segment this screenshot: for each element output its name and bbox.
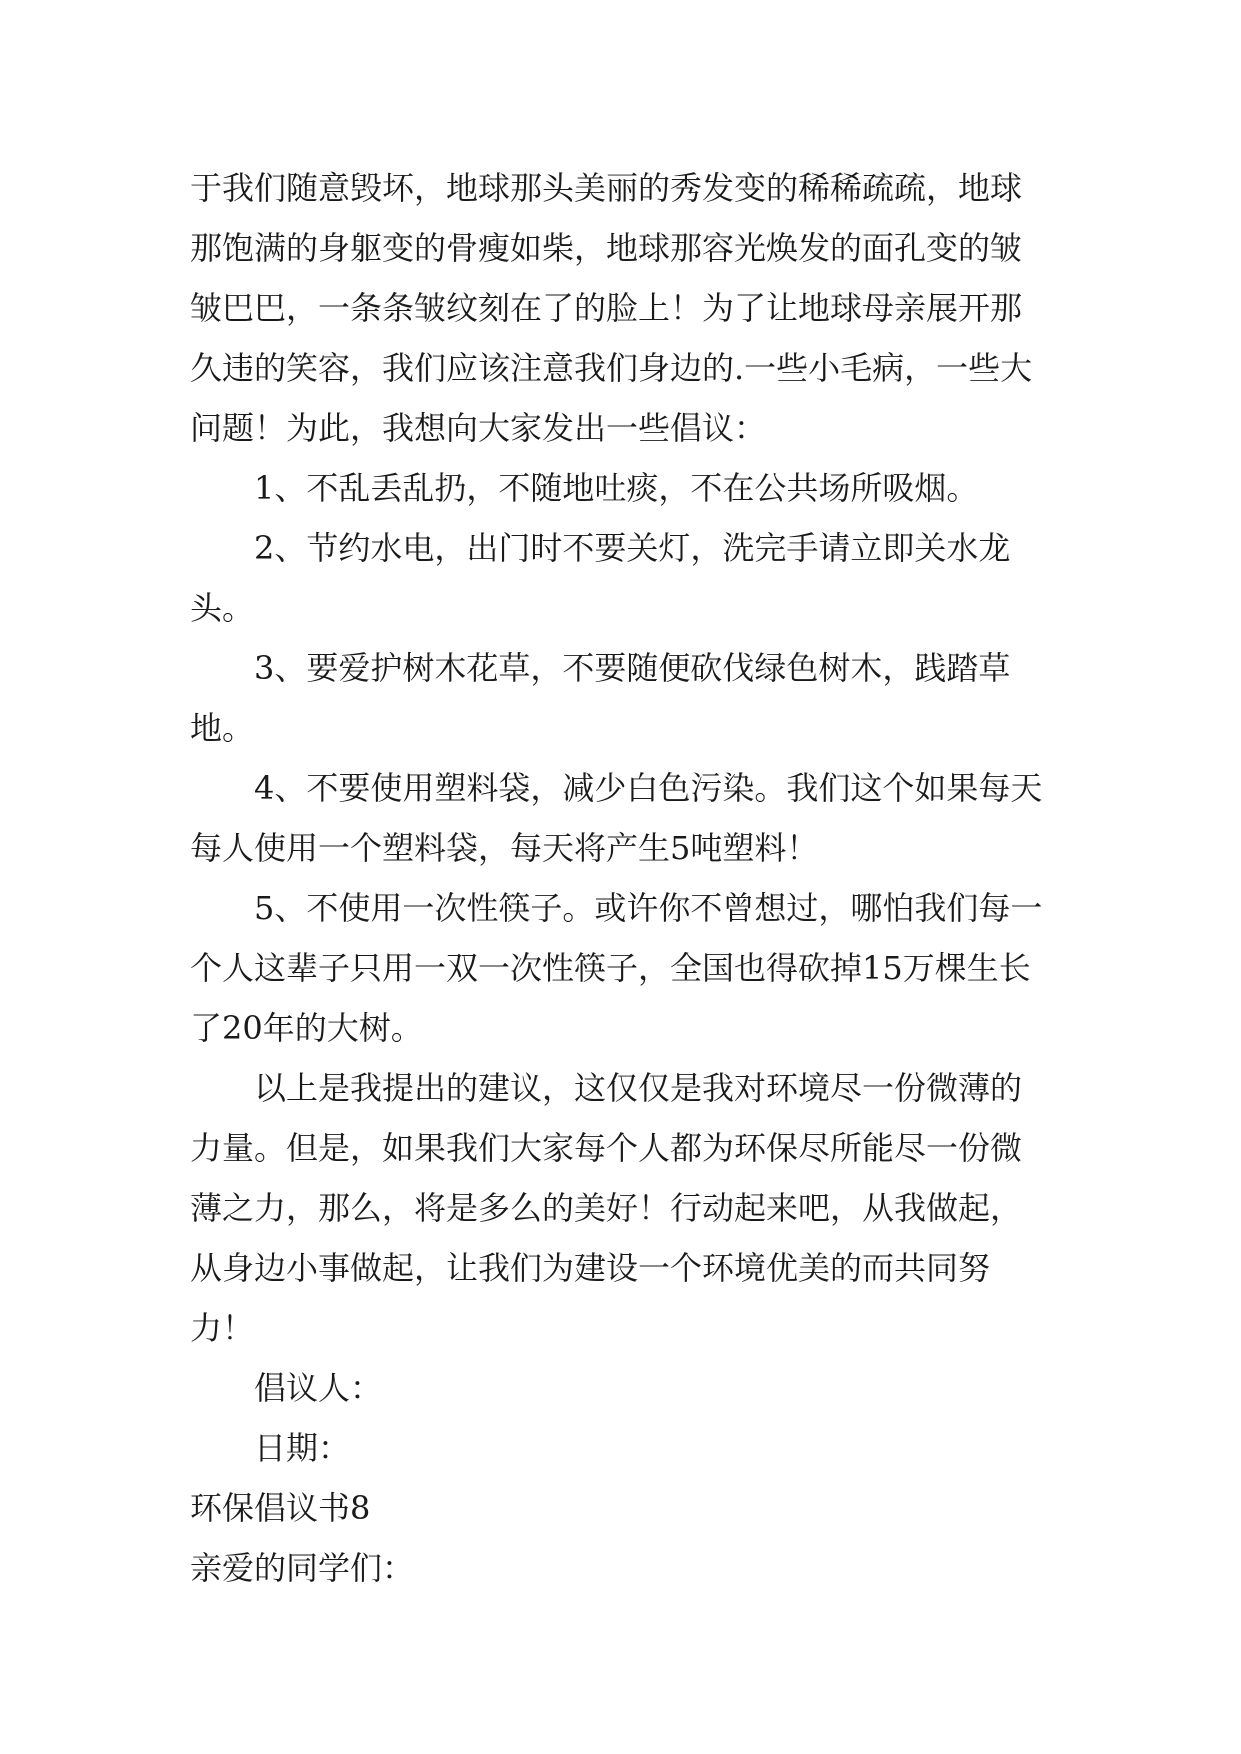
proposal-item-2: 2、节约水电，出门时不要关灯，洗完手请立即关水龙头。 [190,529,1011,627]
signature-proposer: 倡议人： [254,1369,383,1407]
section-title: 环保倡议书8 [190,1489,371,1527]
proposal-item-1: 1、不乱丢乱扔，不随地吐痰，不在公共场所吸烟。 [254,469,979,507]
proposal-item-5: 5、不使用一次性筷子。或许你不曾想过，哪怕我们每一个人这辈子只用一双一次性筷子，全国也得砍掉15万棵生长了20年的大树。 [190,889,1043,1047]
proposal-item-3: 3、要爱护树木花草，不要随便砍伐绿色树木，践踏草地。 [190,649,1011,747]
proposal-item-4: 4、不要使用塑料袋，减少白色污染。我们这个如果每天每人使用一个塑料袋，每天将产生5吨塑料！ [190,769,1043,867]
paragraph-conclusion: 以上是我提出的建议，这仅仅是我对环境尽一份微薄的力量。但是，如果我们大家每个人都为环保尽所能尽一份微薄之力，那么，将是多么的美好！行动起来吧，从我做起，从身边小事做起，让我们为建设一个环境优美的而共同努力！ [190,1069,1023,1347]
document-body [190,158,1050,1598]
paragraph-intro: 于我们随意毁坏，地球那头美丽的秀发变的稀稀疏疏，地球那饱满的身躯变的骨瘦如柴，地球那容光焕发的面孔变的皱皱巴巴，一条条皱纹刻在了的脸上！为了让地球母亲展开那久违的笑容，我们应该注意我们身边的.一些小毛病，一些大问题！为此，我想向大家发出一些倡议： [190,169,1033,447]
signature-date: 日期： [254,1429,351,1467]
salutation: 亲爱的同学们： [190,1549,415,1587]
